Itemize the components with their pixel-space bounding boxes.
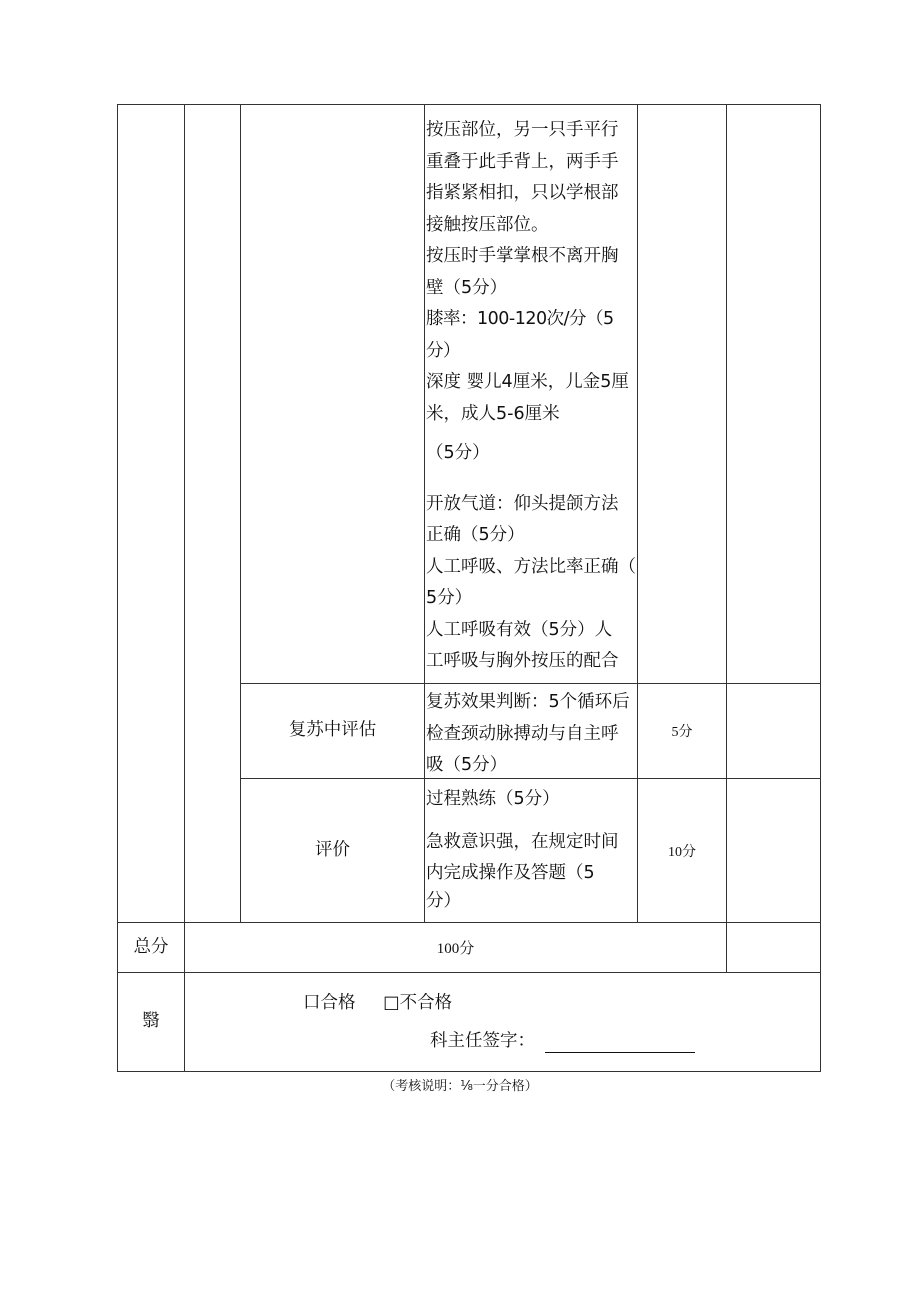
evaluation-score-cell [637,778,727,923]
criteria-line: 按压部位，另一只手平行 [426,120,619,140]
signature-label: 科主任签字： [430,1031,535,1051]
criteria-line: 急救意识强，在规定时间 [426,831,619,852]
steps-item-cell [240,104,425,684]
result-label-cell [117,972,185,1072]
criteria-line: 复苏效果判断：5个循环后 [426,692,630,712]
criteria-line: 人工呼吸有效（5分）人 [426,619,613,640]
evaluation-remark-cell [726,778,821,923]
assessment-item-label: 复苏中评估 [288,720,377,741]
criteria-line: 过程熟练（5分） [426,789,560,809]
assessment-score-cell [637,683,727,779]
column-2-cell [184,104,241,923]
criteria-line: 重叠于此手背上，两手手 [426,151,619,172]
total-value-cell [184,922,727,973]
result-label: 翳 [142,1011,160,1032]
criteria-line: 工呼吸与胸外按压的配合 [426,651,619,671]
criteria-line: 正确（5分） [426,525,525,545]
criteria-line: 指紧紧相扣，只以学根部 [426,183,619,203]
criteria-line: 按压时手掌掌根不离开胸 [426,246,619,266]
criteria-line: 内完成操作及答题（5 [426,863,595,883]
assessment-score: 5分 [671,725,693,740]
assessment-note: （考核说明：⅛一分合格） [382,1079,538,1094]
criteria-line: （5分） [426,443,490,463]
criteria-line: 5分） [426,588,473,608]
signature-line[interactable] [545,1034,695,1053]
criteria-line: 米，成人5-6厘米 [426,403,560,424]
assessment-item-cell [240,683,425,779]
criteria-line: 接触按压部位。 [426,214,549,235]
total-label: 总分 [133,936,169,957]
total-value: 100分 [436,941,475,957]
steps-score-cell [637,104,727,684]
steps-criteria-cell [424,104,638,684]
criteria-line: 深度 婴儿4厘米，儿金5厘 [426,372,629,392]
criteria-line: 分） [426,890,461,911]
assessment-remark-cell [726,683,821,779]
fail-checkbox-label[interactable]: □不合格 [383,993,453,1013]
column-1-cell [117,104,185,923]
total-remark-cell [726,922,821,973]
criteria-line: 膝率：100-120次/分（5分） [426,309,614,361]
steps-remark-cell [726,104,821,684]
criteria-line: 开放气道：仰头提颌方法 [426,493,619,514]
criteria-line: 人工呼吸、方法比率正确（ [426,556,636,577]
result-content-cell [184,972,821,1072]
criteria-line: 壁（5分） [426,277,508,298]
criteria-line: 吸（5分） [426,755,508,775]
assessment-criteria-cell [424,683,638,779]
evaluation-item-cell [240,778,425,923]
criteria-line: 检查颈动脉搏动与自主呼 [426,723,619,744]
assessment-table [117,104,821,1072]
total-label-cell [117,922,185,973]
evaluation-criteria-cell [424,778,638,923]
evaluation-item-label: 评价 [315,839,350,860]
pass-checkbox-label[interactable]: 口合格 [303,993,356,1013]
evaluation-score: 10分 [668,844,696,860]
